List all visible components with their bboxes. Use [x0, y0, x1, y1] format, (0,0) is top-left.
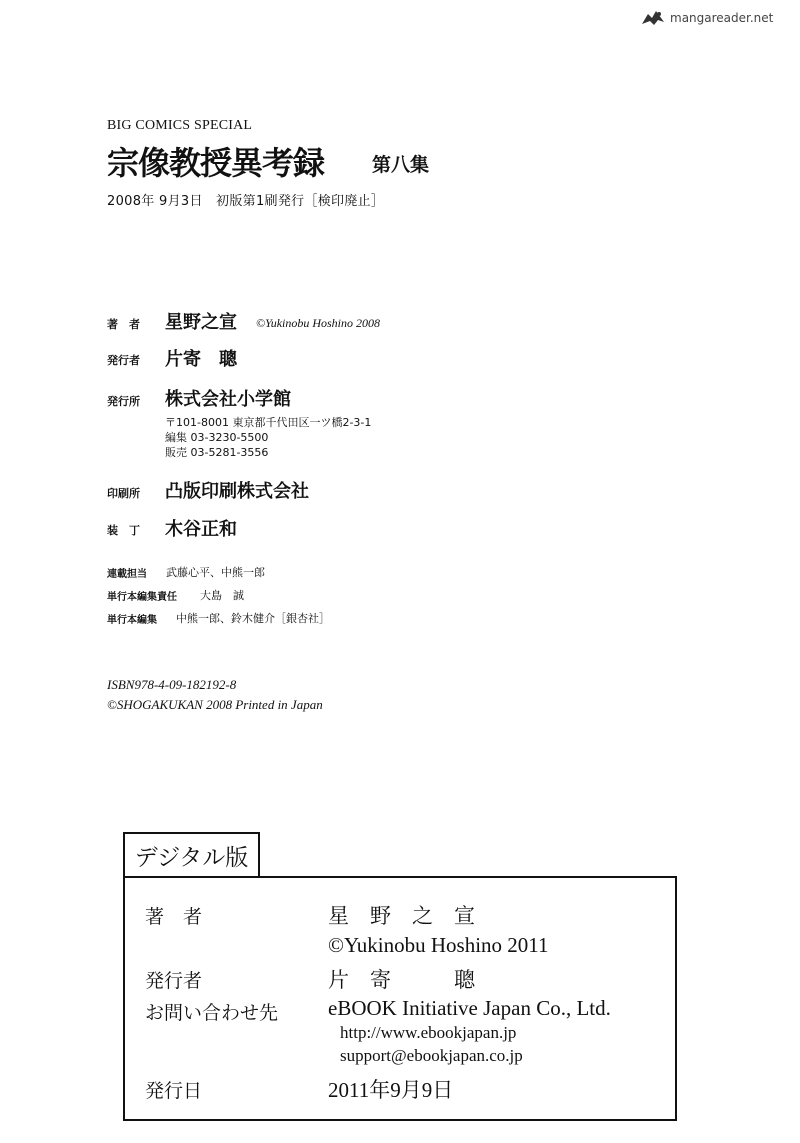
- serial-editor-label: 連載担当: [107, 569, 147, 580]
- digital-date: 2011年9月9日: [328, 1078, 454, 1102]
- digital-author: 星 野 之 宣: [328, 904, 475, 928]
- mangareader-logo-icon: [640, 8, 666, 28]
- publisher-name: 株式会社小学館: [165, 389, 291, 410]
- digital-edition-label: デジタル版: [134, 844, 249, 871]
- digital-publisher-label: 発行者: [145, 970, 203, 992]
- volume-editor: 中熊一郎、鈴木健介［銀杏社］: [176, 612, 330, 625]
- designer-name: 木谷正和: [165, 519, 237, 540]
- printer-name: 凸版印刷株式会社: [165, 481, 309, 502]
- digital-contact-company: eBOOK Initiative Japan Co., Ltd.: [328, 996, 611, 1020]
- watermark-text: mangareader.net: [670, 11, 774, 25]
- phone-sales: 販売 03-5281-3556: [165, 446, 269, 459]
- author-name: 星野之宣: [165, 312, 237, 333]
- digital-contact-label: お問い合わせ先: [145, 1002, 279, 1024]
- publisher-person: 片寄 聰: [165, 349, 237, 370]
- series-name: BIG COMICS SPECIAL: [107, 118, 253, 133]
- isbn-number: ISBN978-4-09-182192-8: [107, 677, 237, 692]
- serial-editor: 武藤心平、中熊一郎: [166, 566, 265, 579]
- watermark: [640, 8, 773, 28]
- digital-author-label: 著 者: [145, 906, 203, 928]
- digital-date-label: 発行日: [145, 1080, 203, 1102]
- publisher-person-label: 発行者: [107, 354, 140, 367]
- digital-contact-email: support@ebookjapan.co.jp: [340, 1046, 523, 1065]
- printer-label: 印刷所: [107, 487, 140, 500]
- volume-editor-label: 単行本編集: [107, 615, 157, 626]
- publisher-address: 〒101-8001 東京都千代田区一ツ橋2-3-1: [165, 416, 372, 429]
- design-label: 装 丁: [107, 524, 140, 537]
- volume-chief: 大島 誠: [200, 589, 244, 602]
- author-copyright: ©Yukinobu Hoshino 2008: [256, 316, 381, 330]
- author-label: 著 者: [107, 318, 140, 331]
- digital-publisher: 片 寄 聰: [328, 968, 475, 992]
- book-title: 宗像教授異考録: [107, 144, 325, 182]
- publication-date: 2008年 9月3日 初版第1刷発行［検印廃止］: [107, 194, 385, 209]
- publisher-copyright: ©SHOGAKUKAN 2008 Printed in Japan: [107, 697, 323, 712]
- digital-edition-tab: [123, 832, 260, 876]
- volume-chief-label: 単行本編集責任: [107, 592, 177, 603]
- digital-author-copyright: ©Yukinobu Hoshino 2011: [328, 933, 549, 957]
- phone-editorial: 編集 03-3230-5500: [165, 431, 269, 444]
- digital-contact-url: http://www.ebookjapan.jp: [340, 1023, 517, 1042]
- publisher-label: 発行所: [107, 395, 140, 408]
- volume-number: 第八集: [372, 154, 430, 176]
